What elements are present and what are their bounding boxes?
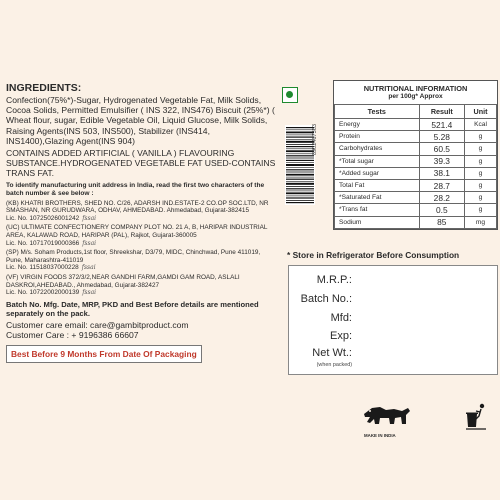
column-header: Result	[419, 105, 464, 119]
license-number: Lic. No. 10717019000366	[6, 239, 80, 247]
table-row	[335, 216, 497, 228]
nutrient-name: Carbohydrates	[335, 143, 420, 155]
storage-note: * Store in Refrigerator Before Consumption	[287, 250, 460, 260]
batch-note: Batch No. Mfg. Date, MRP, PKD and Best Before details are mentioned separately on the pack.	[6, 299, 259, 318]
barcode-number: 8902467363	[312, 124, 318, 156]
nutrient-result: 39.3	[419, 155, 464, 167]
dispose-bin-icon	[465, 403, 487, 431]
table-row	[335, 131, 497, 143]
nutrition-panel	[333, 80, 498, 230]
exp-label: Exp:	[329, 330, 352, 342]
nutrient-unit: Kcal	[465, 119, 497, 131]
table-header-row	[335, 105, 497, 119]
nutrition-table	[334, 104, 497, 229]
fssai-logo-icon: fssai	[82, 239, 97, 247]
nutrient-unit: g	[465, 155, 497, 167]
made-in-india-text: MAKE IN INDIA	[364, 433, 396, 438]
batch-label: Batch No.:	[300, 293, 352, 305]
table-row	[335, 204, 497, 216]
barcode-icon	[285, 125, 315, 205]
manufacturer-address: (UC) ULTIMATE CONFECTIONERY COMPANY PLOT NO. 21 A, B, HARIPAR INDUSTRIAL AREA, KALAWAD ROAD, HARIPAR (PAL), Rajkot, Gujarat-360005	[6, 224, 268, 239]
ingredients-text: Confection(75%*)-Sugar, Hydrogenated Vegetable Fat, Milk Solids, Cocoa Solids, Permitted Emulsifier ( INS 322, INS476) Biscuit (25%*) ( Wheat flour, sugar, Edible Vegetable Oil, Liquid Glucose, Milk Solids, Raising Agents(INS 503, INS500), Stabilizer (INS414, INS1400),Glazing Agent(INS 904)	[6, 95, 275, 146]
ingredients-title: INGREDIENTS:	[6, 82, 82, 94]
nutrient-result: 28.2	[419, 192, 464, 204]
table-row	[335, 179, 497, 191]
nutrient-name: Total Fat	[335, 179, 420, 191]
nutrient-result: 28.7	[419, 179, 464, 191]
fssai-logo-icon: fssai	[82, 289, 97, 297]
manufacturer-address: (SP) M/s. Soham Products,1st floor, Shreekshar, D3/79, MIDC, Chinchwad, Pune 411019, Pune, Maharashtra-411019	[6, 249, 261, 264]
when-packed-label: (when packed)	[316, 362, 352, 368]
nutrition-subtitle: per 100g* Approx	[388, 93, 443, 100]
fssai-logo-icon: fssai	[81, 264, 96, 272]
table-row	[335, 119, 497, 131]
nutrient-name: Energy	[335, 119, 420, 131]
nutrient-unit: mg	[465, 216, 497, 228]
net-wt-label: Net Wt.:	[312, 347, 352, 359]
manufacturer-address: (VF) VIRGIN FOODS 372/3/2,NEAR GANDHI FARM,GAMDI GAM ROAD, ASLALI DASKROI,AHEDABAD., Ahmedabad, Gujarat-382427	[6, 273, 240, 289]
license-number: Lic. No. 10725026001242	[6, 214, 80, 222]
mfd-label: Mfd:	[330, 312, 352, 324]
nutrient-name: *Total sugar	[335, 155, 420, 167]
table-row	[335, 167, 497, 179]
table-row	[335, 143, 497, 155]
care-email: Customer care email: care@gambitproduct.com	[6, 319, 189, 330]
nutrient-result: 5.28	[419, 131, 464, 143]
make-in-india-lion-icon	[362, 402, 412, 430]
nutrient-result: 60.5	[419, 143, 464, 155]
manufacturer-kb	[6, 200, 278, 223]
identify-note: To identify manufacturing unit address in India, read the first two characters of the batch number & see below :	[6, 181, 265, 197]
contains-note: CONTAINS ADDED ARTIFICIAL ( VANILLA ) FLAVOURING SUBSTANCE.HYDROGENATED VEGETABLE FAT USED-CONTAINS TRANS FAT.	[6, 148, 276, 179]
nutrient-result: 0.5	[419, 204, 464, 216]
mrp-label: M.R.P.:	[316, 274, 352, 286]
ingredients-panel	[6, 82, 278, 363]
nutrient-unit: g	[465, 179, 497, 191]
nutrient-result: 85	[419, 216, 464, 228]
nutrient-unit: g	[465, 204, 497, 216]
nutrient-name: Protein	[335, 131, 420, 143]
nutrient-unit: g	[465, 167, 497, 179]
care-phone: Customer Care : + 9196386 66607	[6, 329, 139, 340]
column-header: Tests	[335, 105, 420, 119]
table-row	[335, 192, 497, 204]
manufacturer-address: (KB) KHATRI BROTHERS, SHED NO. C/26, ADARSH IND.ESTATE-2 CO.OP SOC.LTD, NR SMASHAN, NR GURUDWARA, ODHAV, AHMEDABAD. Ahmedabad, Gujarat-382415	[6, 199, 269, 215]
license-number: Lic. No. 10722002000139	[6, 289, 80, 297]
nutrient-name: *Trans fat	[335, 204, 420, 216]
fssai-logo-icon: fssai	[82, 214, 97, 222]
manufacturer-uc	[6, 224, 278, 247]
nutrient-name: *Added sugar	[335, 167, 420, 179]
nutrient-name: *Saturated Fat	[335, 192, 420, 204]
nutrient-name: Sodium	[335, 216, 420, 228]
manufacturer-sp	[6, 249, 278, 272]
nutrient-unit: g	[465, 192, 497, 204]
nutrient-unit: g	[465, 143, 497, 155]
manufacturer-vf	[6, 274, 278, 297]
table-row	[335, 155, 497, 167]
license-number: Lic. No. 11518037000228	[6, 264, 79, 272]
veg-mark-icon	[282, 87, 298, 103]
best-before-box: Best Before 9 Months From Date Of Packaging	[6, 345, 202, 363]
nutrient-unit: g	[465, 131, 497, 143]
mrp-box	[288, 265, 498, 375]
nutrition-title: NUTRITIONAL INFORMATION	[363, 84, 468, 93]
nutrient-result: 38.1	[419, 167, 464, 179]
column-header: Unit	[465, 105, 497, 119]
nutrient-result: 521.4	[419, 119, 464, 131]
